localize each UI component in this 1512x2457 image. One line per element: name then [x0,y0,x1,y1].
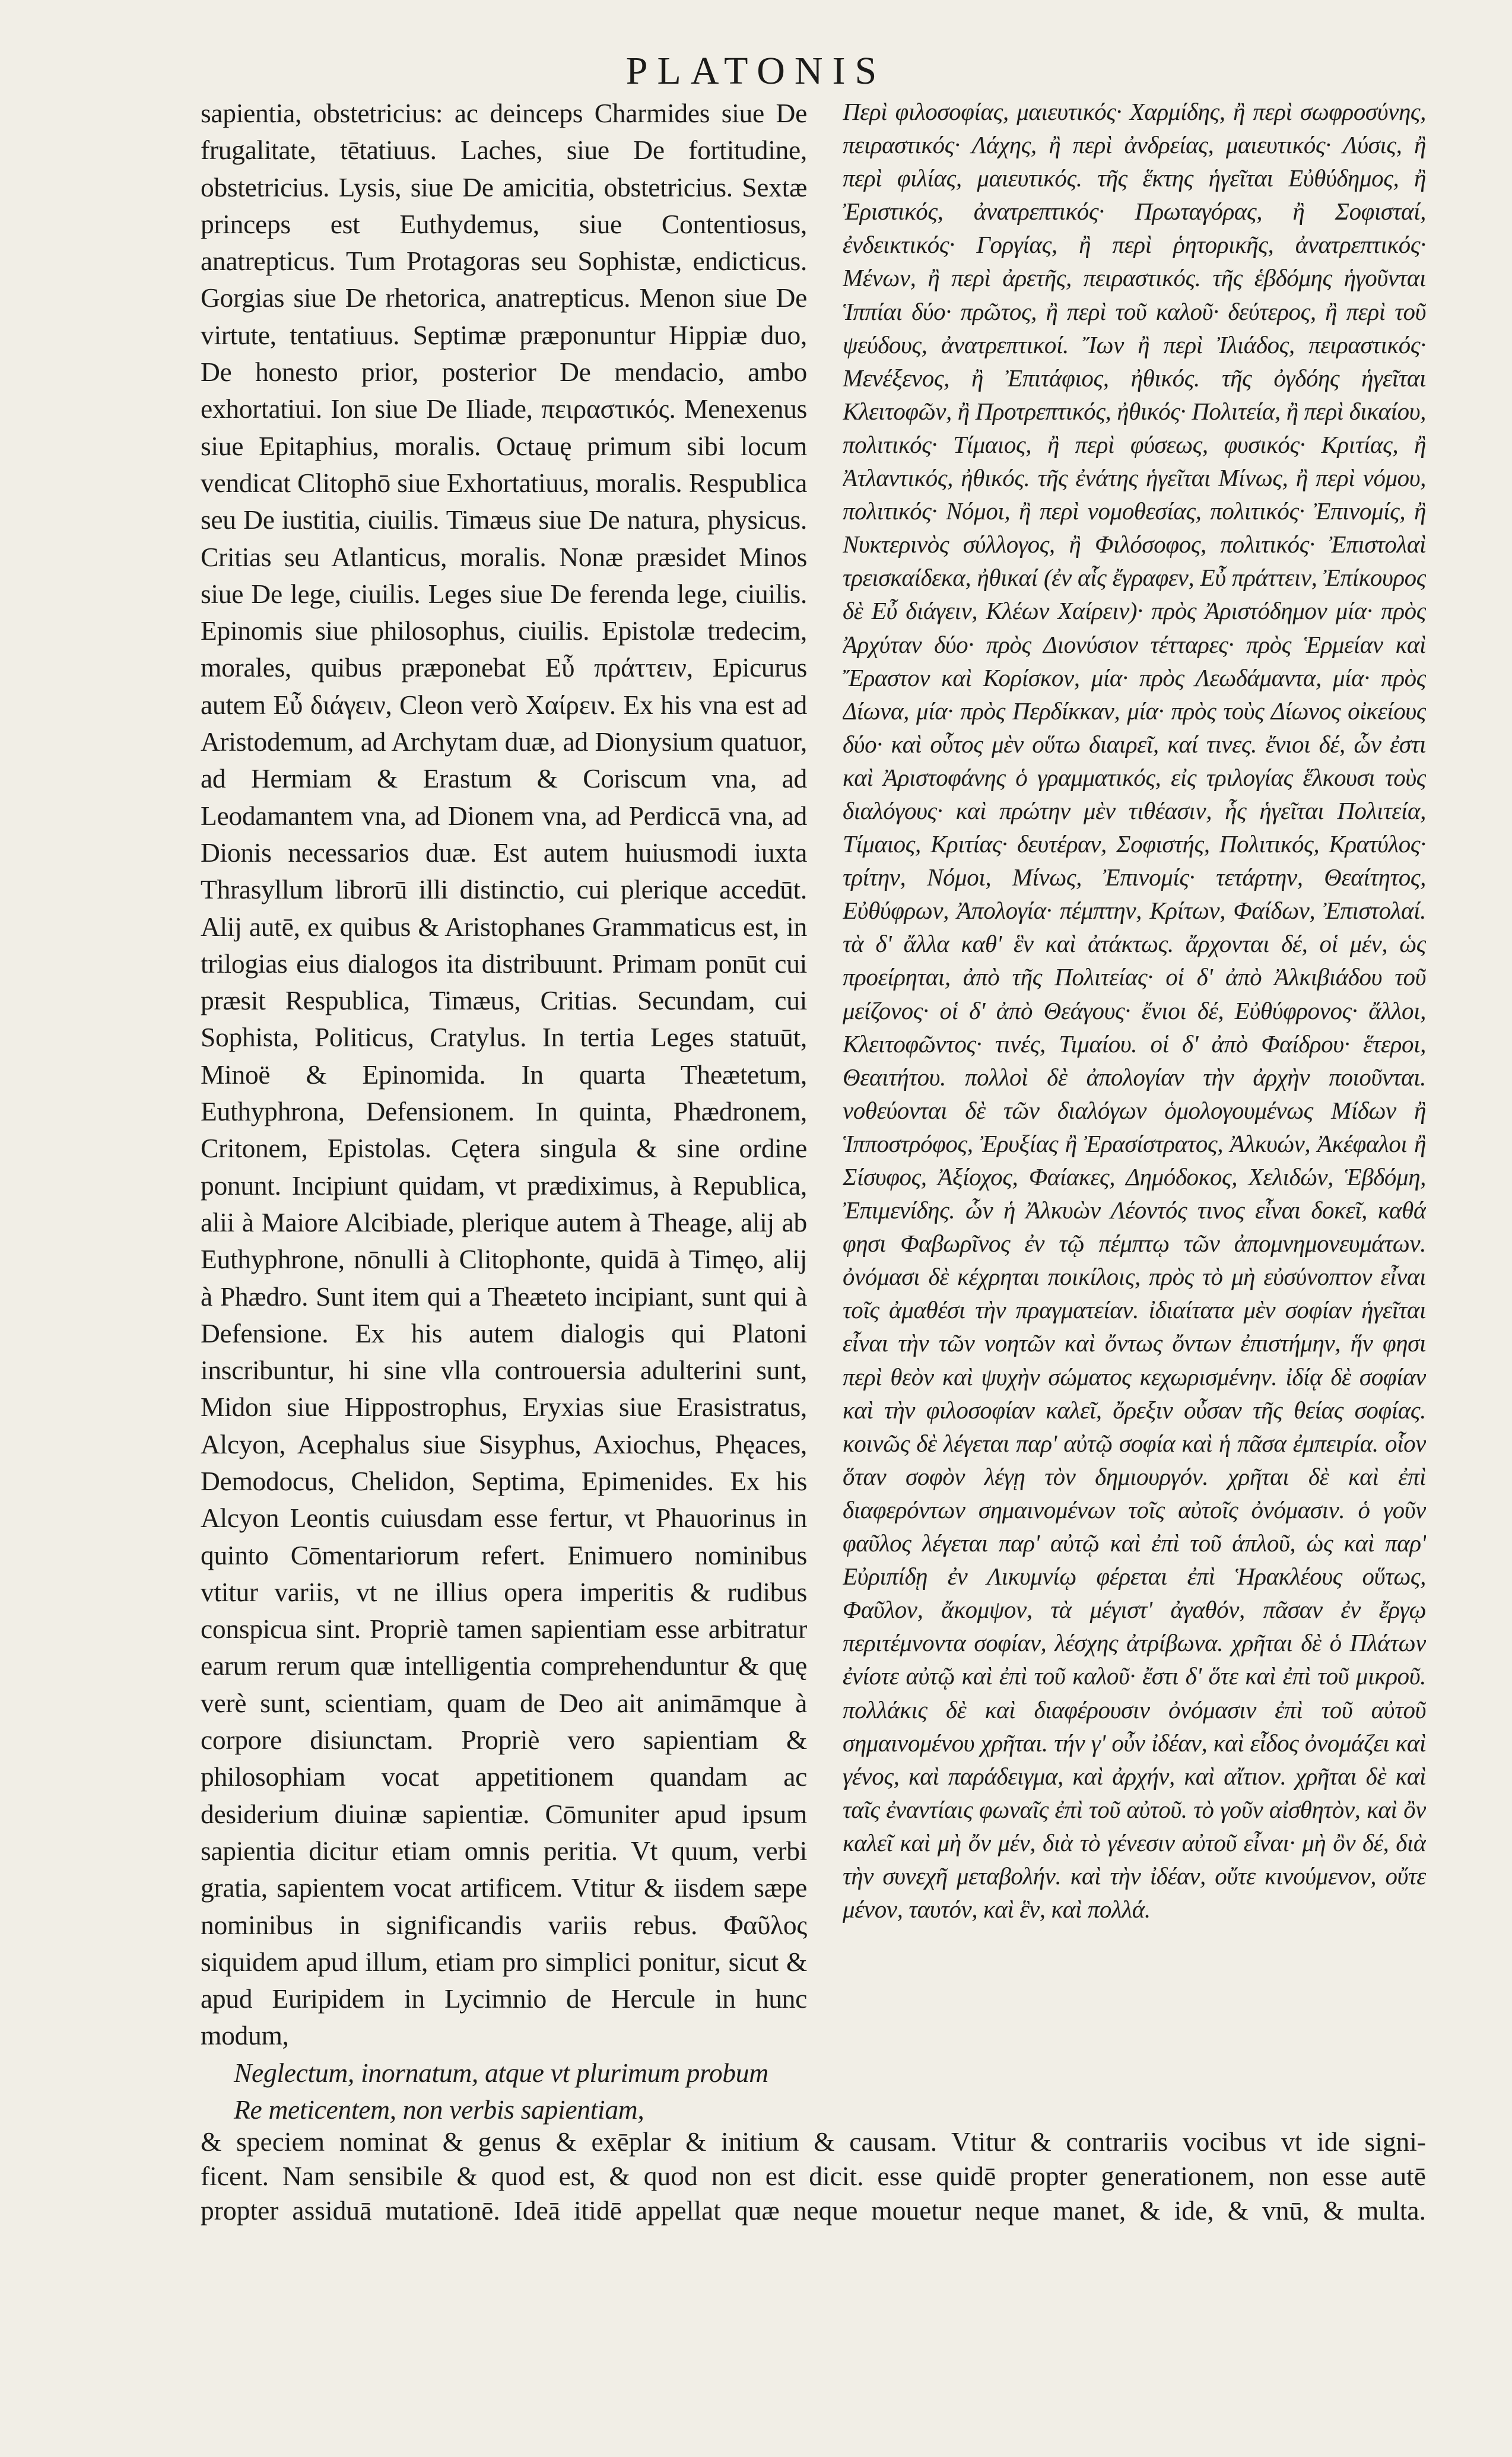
verse-line: Re meticentem, non verbis sapientiam, [234,2094,644,2125]
greek-column [843,95,1426,2125]
full-width-latin-continuation [201,2125,1426,2228]
running-head: PLATONIS [625,49,887,93]
continuation-line: & speciem nominat & genus & exēplar & initium & causam. Vtitur & contrariis vocibus vt ide signi- [201,2126,1426,2157]
euripides-verse-quote [201,2055,807,2125]
greek-text: Περὶ φιλοσοφίας, μαιευτικός· Χαρμίδης, ἢ περὶ σωφροσύνης, πειραστικός· Λάχης, ἢ περὶ ἀνδρείας, μαιευτικός· Λύσις, ἢ περὶ φιλίας, μαιευτικός. τῆς ἕκτης ἡγεῖται Εὐθύδημος, ἢ Ἐριστικός, ἀνατρεπτικός· Πρωταγόρας, ἢ Σοφισταί, ἐνδεικτικός· Γοργίας, ἢ περὶ ῥητορικῆς, ἀνατρεπτικός· Μένων, ἢ περὶ ἀρετῆς, πειραστικός. τῆς ἑβδόμης ἡγοῦνται Ἱππίαι δύο· πρῶτος, ἢ περὶ τοῦ καλοῦ· δεύτερος, ἢ περὶ τοῦ ψεύδους, ἀνατρεπτικοί. Ἴων ἢ περὶ Ἰλιάδος, πειραστικός· Μενέξενος, ἢ Ἐπιτάφιος, ἠθικός. τῆς ὀγδόης ἡγεῖται Κλειτοφῶν, ἢ Προτρεπτικός, ἠθικός· Πολιτεία, ἢ περὶ δικαίου, πολιτικός· Τίμαιος, ἢ περὶ φύσεως, φυσικός· Κριτίας, ἢ Ἀτλαντικός, ἠθικός. τῆς ἐνάτης ἡγεῖται Μίνως, ἢ περὶ νόμου, πολιτικός· Νόμοι, ἢ περὶ νομοθεσίας, πολιτικός· Ἐπινομίς, ἢ Νυκτερινὸς σύλλογος, ἢ Φιλόσοφος, πολιτικός· Ἐπιστολαὶ τρεισκαίδεκα, ἠθικαί (ἐν αἷς ἔγραφεν, Εὖ πράττειν, Ἐπίκουρος δὲ Εὖ διάγειν, Κλέων Χαίρειν)· πρὸς Ἀριστόδημον μία· πρὸς Ἀρχύταν δύο· πρὸς Διονύσιον τέτταρες· πρὸς Ἑρμείαν καὶ Ἔραστον καὶ Κορίσκον, μία· πρὸς Λεωδάμαντα, μία· πρὸς Δίωνα, μία· πρὸς Περδίκκαν, μία· πρὸς τοὺς Δίωνος οἰκείους δύο· καὶ οὗτος μὲν οὕτω διαιρεῖ, καί τινες. ἔνιοι δέ, ὧν ἐστι καὶ Ἀριστοφάνης ὁ γραμματικός, εἰς τριλογίας ἕλκουσι τοὺς διαλόγους· καὶ πρώτην μὲν τιθέασιν, ἧς ἡγεῖται Πολιτεία, Τίμαιος, Κριτίας· δευτέραν, Σοφιστής, Πολιτικός, Κρατύλος· τρίτην, Νόμοι, Μίνως, Ἐπινομίς· τετάρτην, Θεαίτητος, Εὐθύφρων, Ἀπολογία· πέμπτην, Κρίτων, Φαίδων, Ἐπιστολαί. τὰ δ' ἄλλα καθ' ἓν καὶ ἀτάκτως. ἄρχονται δέ, οἱ μέν, ὡς προείρηται, ἀπὸ τῆς Πολιτείας· οἱ δ' ἀπὸ Ἀλκιβιάδου τοῦ μείζονος· οἱ δ' ἀπὸ Θεάγους· ἔνιοι δέ, Εὐθύφρονος· ἄλλοι, Κλειτοφῶντος· τινές, Τιμαίου. οἱ δ' ἀπὸ Φαίδρου· ἕτεροι, Θεαιτήτου. πολλοὶ δὲ ἀπολογίαν τὴν ἀρχὴν ποιοῦνται. νοθεύονται δὲ τῶν διαλόγων ὁμολογουμένως Μίδων ἢ Ἱπποστρόφος, Ἐρυξίας ἢ Ἐρασίστρατος, Ἀλκυών, Ἀκέφαλοι ἢ Σίσυφος, Ἀξίοχος, Φαίακες, Δημόδοκος, Χελιδών, Ἑβδόμη, Ἐπιμενίδης. ὧν ἡ Ἀλκυὼν Λέοντός τινος εἶναι δοκεῖ, καθά φησι Φαβωρῖνος ἐν τῷ πέμπτῳ τῶν ἀπομνημονευμάτων. ὀνόμασι δὲ κέχρηται ποικίλοις, πρὸς τὸ μὴ εὐσύνοπτον εἶναι τοῖς ἀμαθέσι τὴν πραγματείαν. ἰδιαίτατα μὲν σοφίαν ἡγεῖται εἶναι τὴν τῶν νοητῶν καὶ ὄντως ὄντων ἐπιστήμην, ἥν φησι περὶ θεὸν καὶ ψυχὴν σώματος κεχωρισμένην. ἰδίᾳ δὲ σοφίαν καὶ τὴν φιλοσοφίαν καλεῖ, ὄρεξιν οὖσαν τῆς θείας σοφίας. κοινῶς δὲ λέγεται παρ' αὐτῷ σοφία καὶ ἡ πᾶσα ἐμπειρία. οἷον ὅταν σοφὸν λέγῃ τὸν δημιουργόν. χρῆται δὲ καὶ ἐπὶ διαφερόντων σημαινομένων τοῖς αὐτοῖς ὀνόμασιν. ὁ γοῦν φαῦλος λέγεται παρ' αὐτῷ καὶ ἐπὶ τοῦ ἁπλοῦ, ὡς καὶ παρ' Εὐριπίδῃ ἐν Λικυμνίῳ φέρεται ἐπὶ Ἡρακλέους οὕτως, Φαῦλον, ἄκομψον, τὰ μέγιστ' ἀγαθόν, πᾶσαν ἐν ἔργῳ περιτέμνοντα σοφίαν, λέσχης ἀτρίβωνα. χρῆται δὲ ὁ Πλάτων ἐνίοτε αὐτῷ καὶ ἐπὶ τοῦ καλοῦ· ἔστι δ' ὅτε καὶ ἐπὶ τοῦ μικροῦ. πολλάκις δὲ καὶ διαφέρουσιν ὀνόμασιν ἐπὶ τοῦ αὐτοῦ σημαινομένου χρῆται. τήν γ' οὖν ἰδέαν, καὶ εἶδος ὀνομάζει καὶ γένος, καὶ παράδειγμα, καὶ ἀρχήν, καὶ αἴτιον. χρῆται δὲ καὶ ταῖς ἐναντίαις φωναῖς ἐπὶ τοῦ αὐτοῦ. τὸ γοῦν αἰσθητὸν, καὶ ὂν καλεῖ καὶ μὴ ὄν μέν, διὰ τὸ γένεσιν αὐτοῦ εἶναι· μὴ ὂν δέ, διὰ τὴν συνεχῆ μεταβολήν. καὶ τὴν ἰδέαν, οὔτε κινούμενον, οὔτε μένον, ταυτόν, καὶ ἓν, καὶ πολλά. [843,98,1426,1923]
verse-line: Neglectum, inornatum, atque vt plurimum probum [234,2057,768,2088]
continuation-line: ficent. Nam sensibile & quod est, & quod non est dicit. esse quidē propter generationem, non esse autē [201,2161,1426,2191]
latin-column [201,95,807,2125]
continuation-line: propter assiduā mutationē. Ideā itidē appellat quæ neque mouetur neque manet, & ide, & vnū, & multa. [201,2195,1426,2226]
latin-paragraph-before-quote: sapientia, obstetricius: ac deinceps Charmides siue De frugalitate, tētatiuus. Laches, siue De fortitudine, obstetricius. Lysis, siue De amicitia, obstetricius. Sextæ princeps est Euthydemus, siue Contentiosus, anatrepticus. Tum Protagoras seu Sophistæ, endicticus. Gorgias siue De rhetorica, anatrepticus. Menon siue De virtute, tentatiuus. Septimæ præponuntur Hippiæ duo, De honesto prior, posterior De mendacio, ambo exhortatiui. Ion siue De Iliade, πειραστικός. Menexenus siue Epitaphius, moralis. Octauę primum sibi locum vendicat Clitophō siue Exhortatiuus, moralis. Respublica seu De iustitia, ciuilis. Timæus siue De natura, physicus. Critias seu Atlanticus, moralis. Nonæ præsidet Minos siue De lege, ciuilis. Leges siue De ferenda lege, ciuilis. Epinomis siue philosophus, ciuilis. Epistolæ tredecim, morales, quibus præponebat Εὖ πράττειν, Epicurus autem Εὖ διάγειν, Cleon verò Χαίρειν. Ex his vna est ad Aristodemum, ad Archytam duæ, ad Dionysium quatuor, ad Hermiam & Erastum & Coriscum vna, ad Leodamantem vna, ad Dionem vna, ad Perdiccā vna, ad Dionis necessarios duæ. Est autem huiusmodi iuxta Thrasyllum librorū illi distinctio, cui plerique accedūt. Alij autē, ex quibus & Aristophanes Grammaticus est, in trilogias eius dialogos ita distribuunt. Primam ponūt cui præsit Respublica, Timæus, Critias. Secundam, cui Sophista, Politicus, Cratylus. In tertia Leges statuūt, Minoë & Epinomida. In quarta Theætetum, Euthyphrona, Defensionem. In quinta, Phædronem, Critonem, Epistolas. Cętera singula & sine ordine ponunt. Incipiunt quidam, vt prædiximus, à Republica, alii à Maiore Alcibiade, plerique autem à Theage, alij ab Euthyphrone, nōnulli à Clitophonte, quidā à Timęo, alij à Phædro. Sunt item qui a Theæteto incipiant, sunt qui à Defensione. Ex his autem dialogis qui Platoni inscribuntur, hi sine vlla controuersia adulterini sunt, Midon siue Hippostrophus, Eryxias siue Erasistratus, Alcyon, Acephalus siue Sisyphus, Axiochus, Phęaces, Demodocus, Chelidon, Septima, Epimenides. Ex his Alcyon Leontis cuiusdam esse fertur, vt Phauorinus in quinto Cōmentariorum refert. Enimuero nominibus vtitur variis, vt ne illius opera imperitis & rudibus conspicua sint. Propriè tamen sapientiam esse arbitratur earum rerum quæ intelligentia comprehenduntur & quę verè sunt, scientiam, quam de Deo ait animāmque à corpore disiunctam. Propriè vero sapientiam & philosophiam vocat appetitionem quandam ac desiderium diuinæ sapientiæ. Cōmuniter apud ipsum sapientia dicitur etiam omnis peritia. Vt quum, verbi gratia, sapientem vocat artificem. Vtitur & iisdem sæpe nominibus in significandis variis rebus. Φαῦλος siquidem apud illum, etiam pro simplici ponitur, sicut & apud Euripidem in Lycimnio de Hercule in hunc modum, [201,98,807,2051]
